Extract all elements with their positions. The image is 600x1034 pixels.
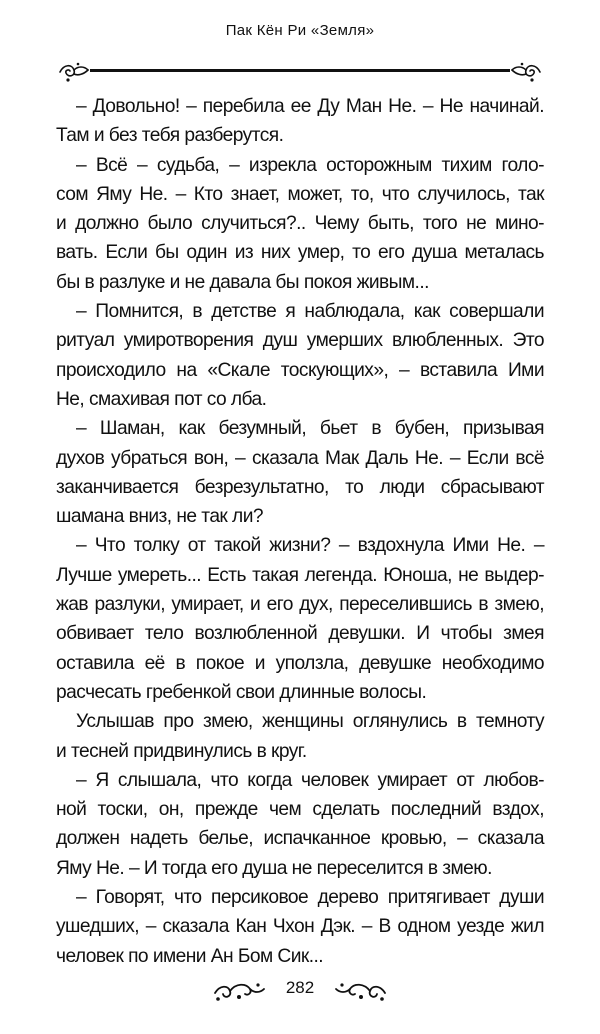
paragraph xyxy=(56,883,544,971)
text-line: бы в разлуке и не давала бы покоя живым... xyxy=(56,271,429,293)
paragraph xyxy=(56,297,544,414)
text-line: и тесней придвинулись в круг. xyxy=(56,740,307,762)
text-line: – Всё – судьба, – изрекла осторожным тихим голо- xyxy=(76,154,544,176)
text-line: ушедших, – сказала Кан Чхон Дэк. – В одном уезде жил xyxy=(56,916,544,938)
flourish-icon xyxy=(212,977,266,1003)
text-line: – Довольно! – перебила ее Ду Ман Не. – Не начинай. xyxy=(76,96,544,117)
text-line: – Говорят, что персиковое дерево притягивает души xyxy=(76,887,544,909)
text-line: вать. Если бы один из них умер, то его душа металась xyxy=(56,242,544,264)
text-line: шамана вниз, не так ли? xyxy=(56,506,263,528)
text-line: Яму Не. – И тогда его душа не переселится в змею. xyxy=(56,857,492,879)
body-text xyxy=(56,92,544,971)
paragraph xyxy=(56,531,544,707)
running-header xyxy=(0,22,600,39)
text-line: Лучше умереть... Есть такая легенда. Юноша, не выдер- xyxy=(56,564,544,586)
header-rule-ornament xyxy=(58,58,542,86)
text-line: – Помнится, в детстве я наблюдала, как совершали xyxy=(76,301,544,323)
text-line: происходило на «Скале тоскующих», – вставила Ими xyxy=(56,359,544,381)
page-footer xyxy=(0,975,600,1005)
flourish-icon xyxy=(334,977,388,1003)
text-line: ритуал умиротворения душ умерших влюбленных. Это xyxy=(56,330,544,352)
text-line: и должно было случиться?.. Чему быть, того не мино- xyxy=(56,213,544,235)
text-line: – Шаман, как безумный, бьет в бубен, призывая xyxy=(76,418,544,440)
text-line: оставила её в покое и уползла, девушке необходимо xyxy=(56,652,544,674)
text-line: должен надеть белье, испачканное кровью, – сказала xyxy=(56,828,544,850)
page-number: 282 xyxy=(285,978,315,997)
text-line: человек по имени Ан Бом Сик... xyxy=(56,945,324,967)
paragraph xyxy=(56,151,544,297)
text-line: жав разлуки, умирает, и его дух, переселившись в змею, xyxy=(56,594,544,616)
paragraph xyxy=(56,414,544,531)
text-line: обвивает тело возлюбленной девушки. И чтобы змея xyxy=(56,623,544,645)
paragraph xyxy=(56,707,544,766)
text-line: – Я слышала, что когда человек умирает от любов- xyxy=(76,769,544,791)
text-line: Услышав про змею, женщины оглянулись в темноту xyxy=(76,711,544,733)
text-line: заканчивается безрезультатно, то люди сбрасывают xyxy=(56,476,544,498)
book-title: Пак Кён Ри «Земля» xyxy=(225,22,375,39)
text-line: Там и без тебя разберутся. xyxy=(56,125,284,147)
text-line: – Что толку от такой жизни? – вздохнула Ими Не. – xyxy=(76,535,544,557)
text-line: духов убраться вон, – сказала Мак Даль Не. – Если всё xyxy=(56,447,544,469)
text-line: ной тоски, он, прежде чем сделать последний вздох, xyxy=(56,799,544,821)
text-line: Не, смахивая пот со лба. xyxy=(56,388,267,410)
paragraph xyxy=(56,766,544,883)
text-line: сом Яму Не. – Кто знает, может, то, что случилось, так xyxy=(56,183,544,205)
text-line: расчесать гребенкой свои длинные волосы. xyxy=(56,681,427,703)
paragraph xyxy=(56,92,544,151)
